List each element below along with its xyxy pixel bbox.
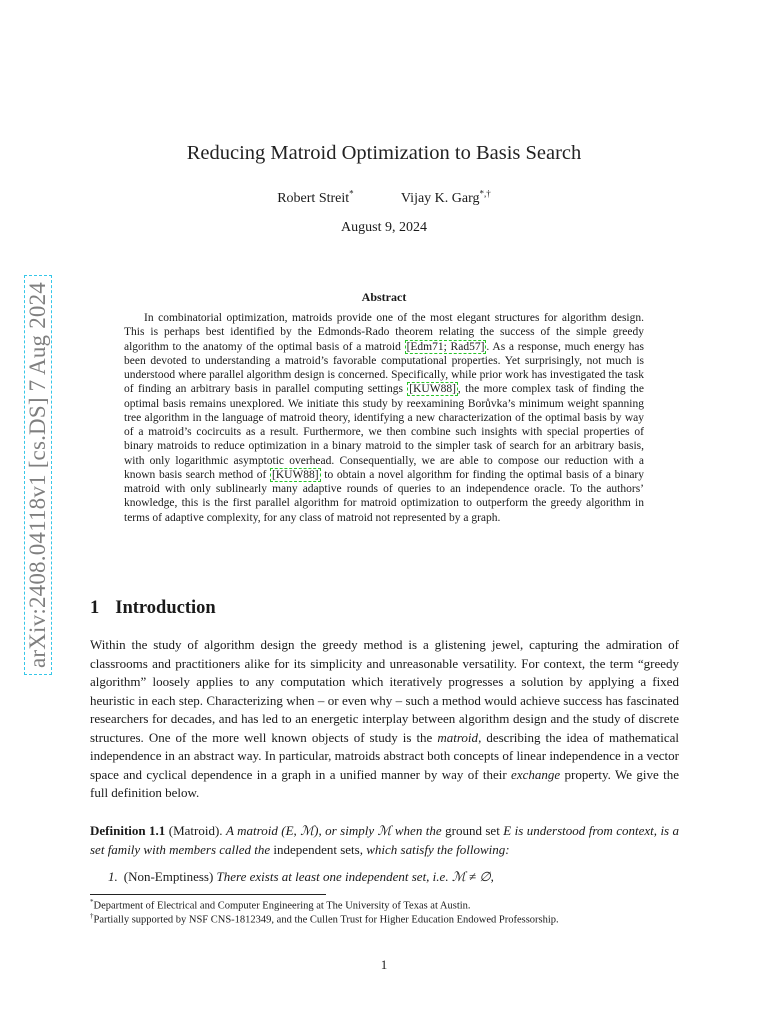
footnote-1	[90, 898, 471, 912]
abstract-body	[124, 311, 644, 525]
author-2-name: Vijay K. Garg	[400, 190, 480, 206]
author-2	[400, 188, 491, 206]
intro-text: property. We give the full definition below.	[90, 766, 679, 800]
author-list	[0, 188, 768, 207]
author-1-name: Robert Streit	[277, 190, 350, 206]
citation-link[interactable]: [KUW88]	[272, 468, 319, 481]
arxiv-id[interactable]: arXiv:2408.04118v1 [cs.DS] 7 Aug 2024	[24, 275, 52, 675]
footnote-2	[90, 912, 559, 926]
author-2-mark: *,†	[479, 188, 491, 198]
footnote-text: Partially supported by NSF CNS-1812349, and the Cullen Trust for Higher Education Endowed Professorship.	[93, 914, 559, 926]
intro-paragraph	[90, 636, 679, 803]
definition-term: ground set	[445, 823, 500, 838]
paper-title: Reducing Matroid Optimization to Basis Search	[186, 142, 582, 164]
definition-text: , which satisfy the following:	[359, 841, 510, 857]
section-number: 1	[90, 598, 100, 618]
definition-label: Definition 1.1	[90, 823, 166, 838]
section-title: Introduction	[115, 598, 216, 618]
footnote-divider	[90, 894, 326, 895]
definition-term: independent sets	[273, 841, 360, 857]
abstract-text: , the more complex task of finding the optimal basis remains unexplored. We initiate this study by reexamining Borůvka’s minimum weight spanning tree algorithm in the language of matroid theory, identifying a new characterization of the optimal basis by way of a matroid’s cocircuits as a result. Furthermore, we then combine such insights with special properties of binary matroids to reduce optimization in a binary matroid to the simpler task of search for an arbitrary basis, with only logarithmic asymptotic overhead. Consequentially, we are able to compose our reduction with a known basis search method of	[124, 383, 644, 481]
footnote-mark: *	[90, 898, 94, 906]
definition-text: A matroid (E, ℳ), or simply ℳ when the	[226, 823, 442, 838]
definition-block	[90, 822, 679, 859]
author-1	[277, 188, 354, 206]
abstract-heading: Abstract	[361, 290, 407, 304]
definition-name: (Matroid).	[168, 823, 223, 838]
footnote-mark: †	[90, 912, 94, 920]
list-item-label: (Non-Emptiness)	[123, 869, 214, 884]
list-item-number: 1.	[108, 869, 118, 884]
emphasis-text: matroid	[437, 729, 479, 745]
emphasis-text: exchange	[511, 766, 561, 782]
section-heading	[90, 598, 216, 619]
footnote-text: Department of Electrical and Computer Engineering at The University of Texas at Austin.	[93, 900, 471, 912]
list-item-text: There exists at least one independent set, i.e. ℳ ≠ ∅,	[216, 869, 494, 884]
paper-date: August 9, 2024	[341, 220, 427, 235]
intro-text: Within the study of algorithm design the greedy method is a glistening jewel, capturing the admiration of classrooms and practitioners alike for its simplicity and unreasonable versatility. For context, the term “greedy algorithm” loosely applies to any computation which iteratively progresses a solution by applying a fixed heuristic in each step. Characterizing when – or even why – such a method would achieve success has fascinated researchers for decades, and has led to an energetic interplay between algorithm design and the study of discrete structures. One of the more well known objects of study is the	[90, 637, 679, 745]
author-1-mark: *	[349, 188, 354, 198]
abstract-text: to obtain a novel algorithm for finding the optimal basis of a binary matroid with only sublinearly many adaptive rounds of queries to an independence oracle. To the authors’ knowledge, this is the first parallel algorithm for matroid optimization to outperform the greedy algorithm in terms of adaptive complexity, for any class of matroid not represented by a graph.	[124, 468, 644, 524]
abstract-text: . As a response, much energy has been devoted to understanding a matroid’s favorable computational properties. Yet surprisingly, not much is understood where parallel algorithm design is concerned. Specifically, while prior work has investigated the task of finding an arbitrary basis in parallel computing settings	[124, 340, 645, 396]
abstract-text: In combinatorial optimization, matroids provide one of the most elegant structures for algorithm design. This is perhaps best identified by the Edmonds-Rado theorem relating the success of the simple greedy algorithm to the anatomy of the optimal basis of a matroid	[124, 312, 644, 353]
definition-text: E is understood from context, is a set family with members called the	[90, 823, 680, 857]
citation-link[interactable]: [Edm71; Rad57]	[406, 340, 485, 353]
intro-text: , describing the idea of mathematical independence in an abstract way. In particular, matroids abstract both concepts of linear independence in a vector space and cyclical dependence in a graph in a unified manner by way of their	[90, 729, 679, 782]
citation-link[interactable]: [KUW88]	[409, 383, 456, 396]
page-number: 1	[380, 957, 388, 972]
list-item	[108, 869, 494, 885]
